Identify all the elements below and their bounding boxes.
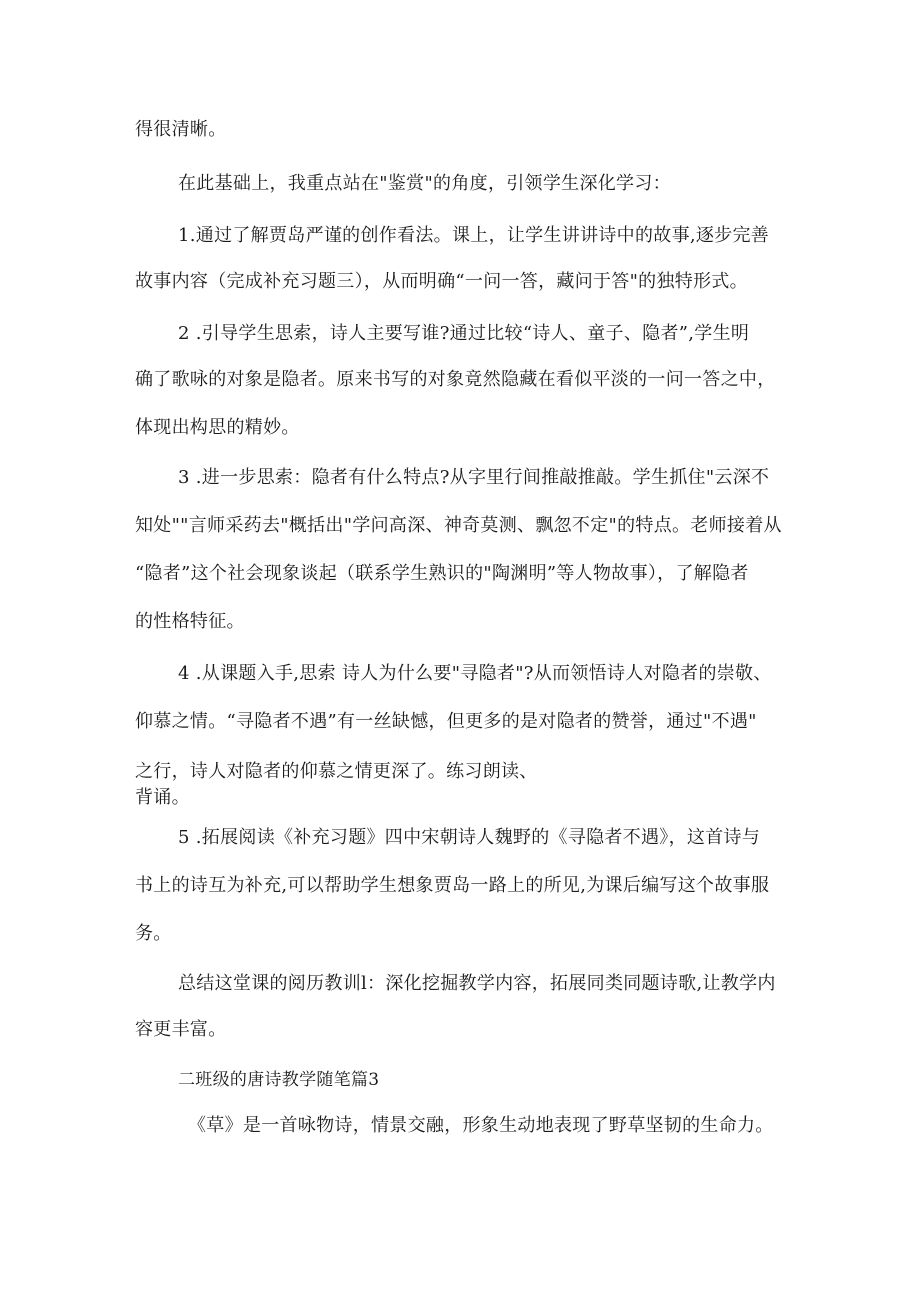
text-line-17: 书上的诗互为补充,可以帮助学生想象贾岛一路上的所见,为课后编写这个故事服 <box>135 875 770 896</box>
text-line-9: 知处""言师采药去"概括出"学问高深、神奇莫测、飘忽不定"的特点。老师接着从 <box>135 515 782 536</box>
text-line-16: 5 .拓展阅读《补充习题》四中宋朝诗人魏野的《寻隐者不遇》，这首诗与 <box>178 827 761 848</box>
text-line-19: 总结这堂课的阅历教训l：深化挖掘教学内容，拓展同类同题诗歌,让教学内 <box>178 973 776 994</box>
text-line-5: 2 .引导学生思索，诗人主要写谁?通过比较“诗人、童子、隐者”,学生明 <box>178 323 750 344</box>
section-heading: 二班级的唐诗教学随笔篇3 <box>178 1070 380 1090</box>
text-line-6: 确了歌咏的对象是隐者。原来书写的对象竟然隐藏在看似平淡的一问一答之中， <box>135 369 776 390</box>
text-line-3: 1.通过了解贾岛严谨的创作看法。课上，让学生讲讲诗中的故事,逐步完善 <box>178 225 770 246</box>
text-line-2: 在此基础上，我重点站在"鉴赏"的角度，引领学生深化学习： <box>178 173 671 194</box>
text-line-13: 仰慕之情。“寻隐者不遇”有一丝缺憾，但更多的是对隐者的赞誉，通过"不遇" <box>135 711 757 732</box>
text-line-18: 务。 <box>135 923 172 944</box>
text-line-4: 故事内容（完成补充习题三），从而明确“一问一答，藏问于答"的独特形式。 <box>135 271 748 292</box>
text-line-7: 体现出构思的精妙。 <box>135 417 300 438</box>
text-line-10: “隐者”这个社会现象谈起（联系学生熟识的"陶渊明”等人物故事），了解隐者 <box>135 563 749 584</box>
text-line-12: 4 .从课题入手,思索 诗人为什么要"寻隐者"?从而领悟诗人对隐者的崇敬、 <box>178 663 772 684</box>
text-line-15: 背诵。 <box>135 787 190 808</box>
text-line-20: 容更丰富。 <box>135 1019 227 1040</box>
text-line-11: 的性格特征。 <box>135 611 245 632</box>
text-line-1: 得很清晰。 <box>135 119 227 140</box>
text-line-22: 《草》是一首咏物诗，情景交融，形象生动地表现了野草坚韧的生命力。 <box>188 1115 774 1136</box>
text-line-14: 之行，诗人对隐者的仰慕之情更深了。练习朗读、 <box>135 761 538 782</box>
text-line-8: 3 .进一步思索：隐者有什么特点?从字里行间推敲推敲。学生抓住"云深不 <box>178 467 770 488</box>
